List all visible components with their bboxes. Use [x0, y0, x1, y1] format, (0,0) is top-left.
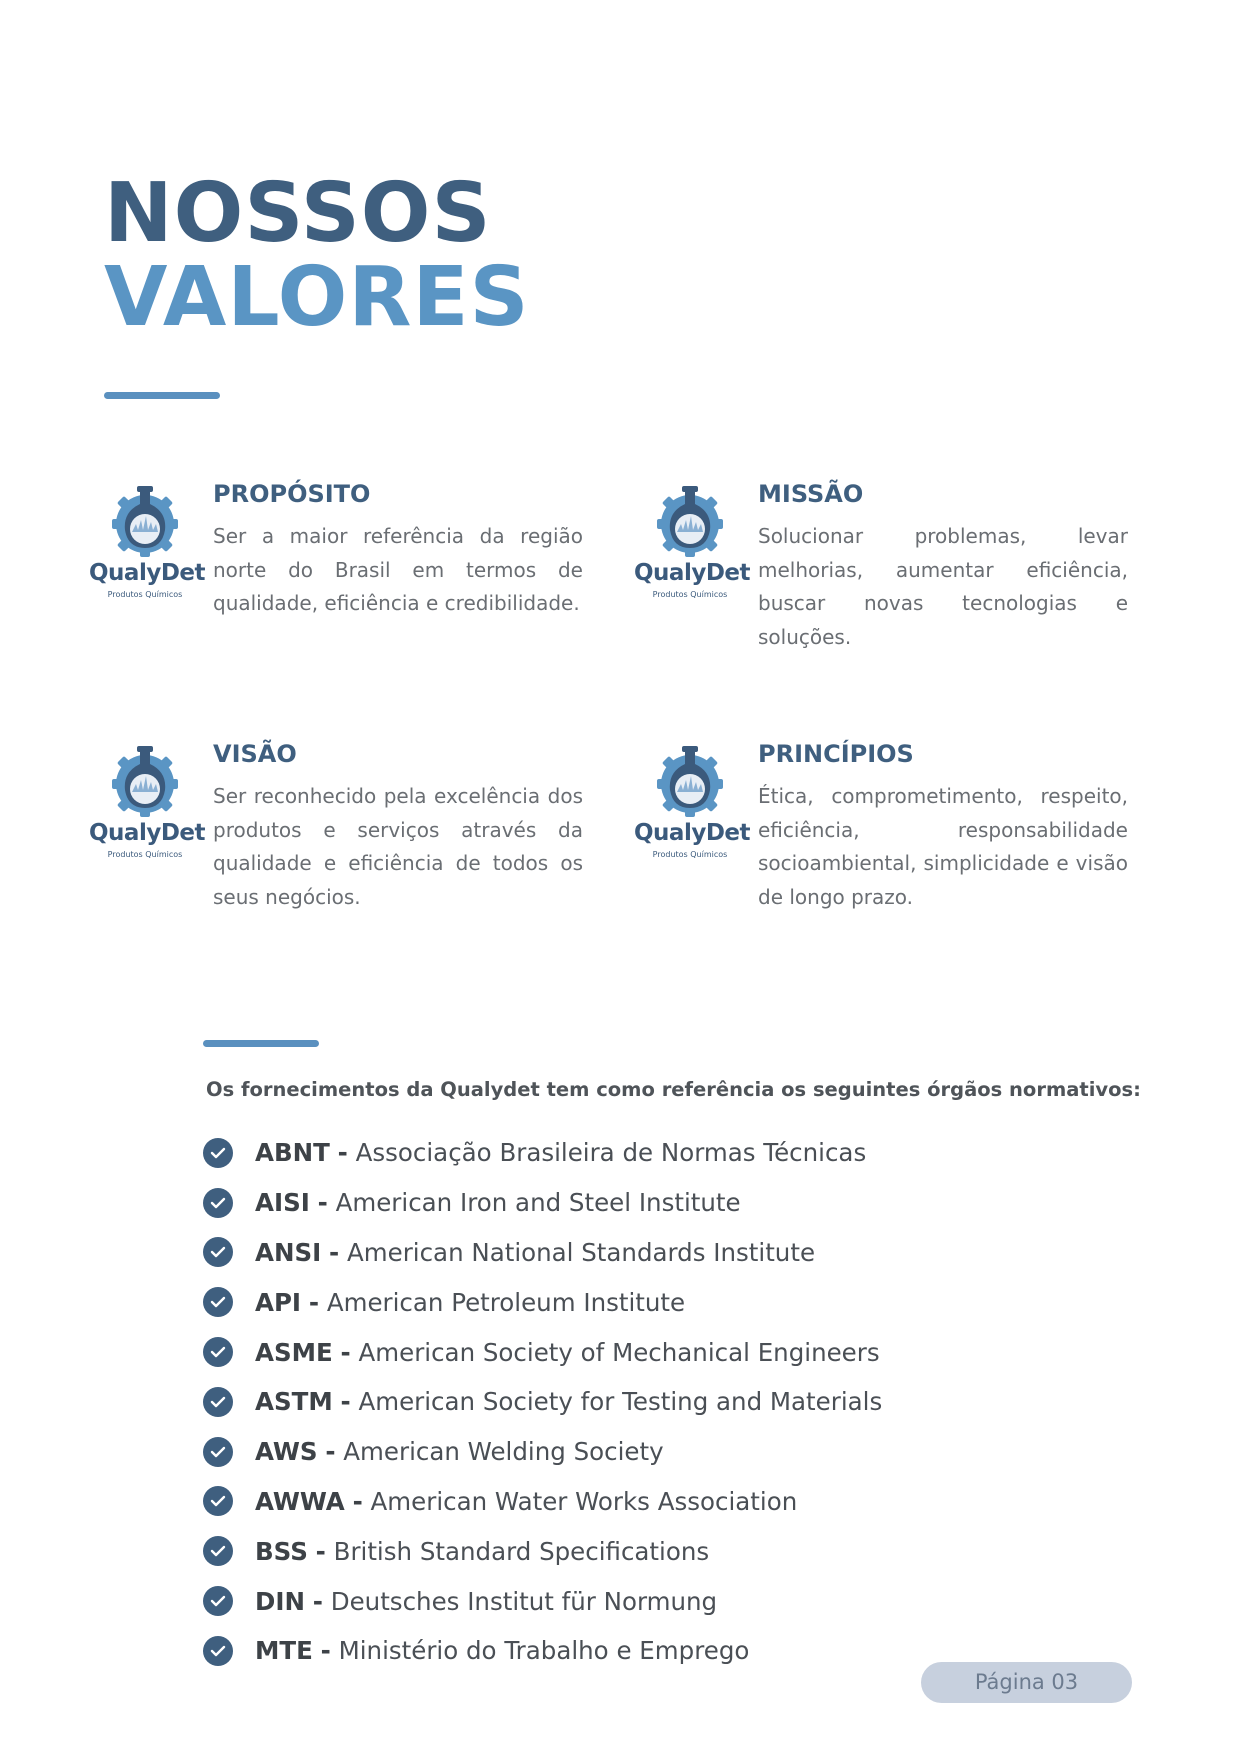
list-item [203, 1576, 882, 1626]
title-divider [104, 392, 220, 399]
standard-entry [255, 1537, 709, 1566]
value-text: Solucionar problemas, levar melhorias, aumentar eficiência, buscar novas tecnologias e soluções. [758, 524, 1128, 649]
flask-gear-icon [89, 484, 201, 564]
dash: - [320, 1636, 331, 1666]
page-title [104, 166, 530, 345]
standard-name: American Water Works Association [370, 1486, 798, 1516]
standard-name: Associação Brasileira de Normas Técnicas [355, 1138, 867, 1168]
dash: - [337, 1138, 348, 1168]
list-item [203, 1327, 882, 1377]
check-circle-icon [203, 1237, 233, 1267]
standard-abbr: DIN [255, 1586, 305, 1616]
check-circle-icon [203, 1337, 233, 1367]
list-item [203, 1427, 882, 1477]
standard-entry [255, 1288, 685, 1317]
check-circle-icon [203, 1188, 233, 1218]
logo-tagline: Produtos Químicos [107, 590, 183, 599]
value-text: Ética, comprometimento, respeito, eficiência, responsabilidade socioambiental, simplicidade e visão de longo prazo. [758, 784, 1128, 909]
standard-entry [255, 1587, 717, 1616]
value-text: Ser a maior referência da região norte do Brasil em termos de qualidade, eficiência e credibilidade. [213, 524, 583, 615]
dash: - [308, 1287, 320, 1317]
standard-abbr: ABNT [255, 1138, 330, 1168]
dash: - [312, 1586, 323, 1616]
dash: - [317, 1188, 328, 1218]
list-item [203, 1178, 882, 1228]
logo-tagline: Produtos Químicos [652, 850, 728, 859]
standard-entry [255, 1338, 880, 1367]
page-number-badge: Página 03 [921, 1662, 1132, 1703]
logo-wordmark: QualyDet [89, 560, 206, 586]
standard-name: American Society of Mechanical Engineers [358, 1337, 880, 1367]
dash: - [329, 1237, 340, 1267]
qualydet-logo [89, 744, 206, 864]
standard-abbr: ASTM [255, 1387, 333, 1417]
check-circle-icon [203, 1437, 233, 1467]
list-item [203, 1477, 882, 1527]
value-card-principios [634, 740, 1154, 964]
standard-name: American Petroleum Institute [326, 1287, 686, 1317]
value-title: VISÃO [213, 740, 297, 768]
list-item [203, 1377, 882, 1427]
standards-divider [203, 1040, 319, 1047]
standard-abbr: AISI [255, 1188, 310, 1218]
dash: - [340, 1337, 351, 1367]
check-circle-icon [203, 1586, 233, 1616]
list-item [203, 1626, 882, 1676]
standards-intro: Os fornecimentos da Qualydet tem como referência os seguintes órgãos normativos: [206, 1078, 1141, 1101]
check-circle-icon [203, 1387, 233, 1417]
standard-name: Ministério do Trabalho e Emprego [338, 1636, 750, 1666]
standard-abbr: ASME [255, 1337, 333, 1367]
standard-abbr: API [255, 1287, 302, 1317]
flask-gear-icon [89, 744, 201, 824]
check-circle-icon [203, 1536, 233, 1566]
standard-name: Deutsches Institut für Normung [330, 1586, 718, 1616]
qualydet-logo [634, 744, 751, 864]
qualydet-logo [634, 484, 751, 604]
flask-gear-icon [634, 484, 746, 564]
list-item [203, 1228, 882, 1278]
dash: - [352, 1486, 363, 1516]
standard-name: British Standard Specifications [333, 1536, 710, 1566]
check-circle-icon [203, 1287, 233, 1317]
dash: - [325, 1437, 336, 1467]
value-card-visao [89, 740, 609, 964]
standard-entry [255, 1238, 815, 1267]
standard-abbr: MTE [255, 1636, 313, 1666]
standard-abbr: AWS [255, 1437, 318, 1467]
standard-entry [255, 1437, 664, 1466]
value-card-missao [634, 480, 1154, 704]
value-title: MISSÃO [758, 480, 864, 508]
dash: - [340, 1387, 351, 1417]
standard-entry [255, 1487, 797, 1516]
list-item [203, 1128, 882, 1178]
list-item [203, 1277, 882, 1327]
value-title: PRINCÍPIOS [758, 740, 914, 768]
flask-gear-icon [634, 744, 746, 824]
standard-name: American Welding Society [343, 1437, 664, 1467]
standard-entry [255, 1387, 882, 1416]
value-text: Ser reconhecido pela excelência dos produtos e serviços através da qualidade e eficiência de todos os seus negócios. [213, 784, 583, 909]
qualydet-logo [89, 484, 206, 604]
logo-wordmark: QualyDet [89, 820, 206, 846]
logo-tagline: Produtos Químicos [652, 590, 728, 599]
logo-wordmark: QualyDet [634, 560, 751, 586]
standard-name: American National Standards Institute [347, 1237, 816, 1267]
standard-name: American Iron and Steel Institute [335, 1188, 741, 1218]
standard-abbr: BSS [255, 1536, 308, 1566]
check-circle-icon [203, 1138, 233, 1168]
standard-abbr: ANSI [255, 1237, 322, 1267]
value-card-proposito [89, 480, 609, 704]
list-item [203, 1526, 882, 1576]
logo-wordmark: QualyDet [634, 820, 751, 846]
standard-entry [255, 1636, 749, 1665]
check-circle-icon [203, 1486, 233, 1516]
title-line-2: VALORES [104, 250, 530, 345]
standard-entry [255, 1188, 741, 1217]
check-circle-icon [203, 1636, 233, 1666]
dash: - [315, 1536, 326, 1566]
standard-entry [255, 1138, 866, 1167]
standard-abbr: AWWA [255, 1486, 345, 1516]
logo-tagline: Produtos Químicos [107, 850, 183, 859]
title-line-1: NOSSOS [104, 166, 492, 261]
standards-list [203, 1128, 882, 1676]
value-title: PROPÓSITO [213, 480, 371, 508]
standard-name: American Society for Testing and Materials [358, 1387, 883, 1417]
